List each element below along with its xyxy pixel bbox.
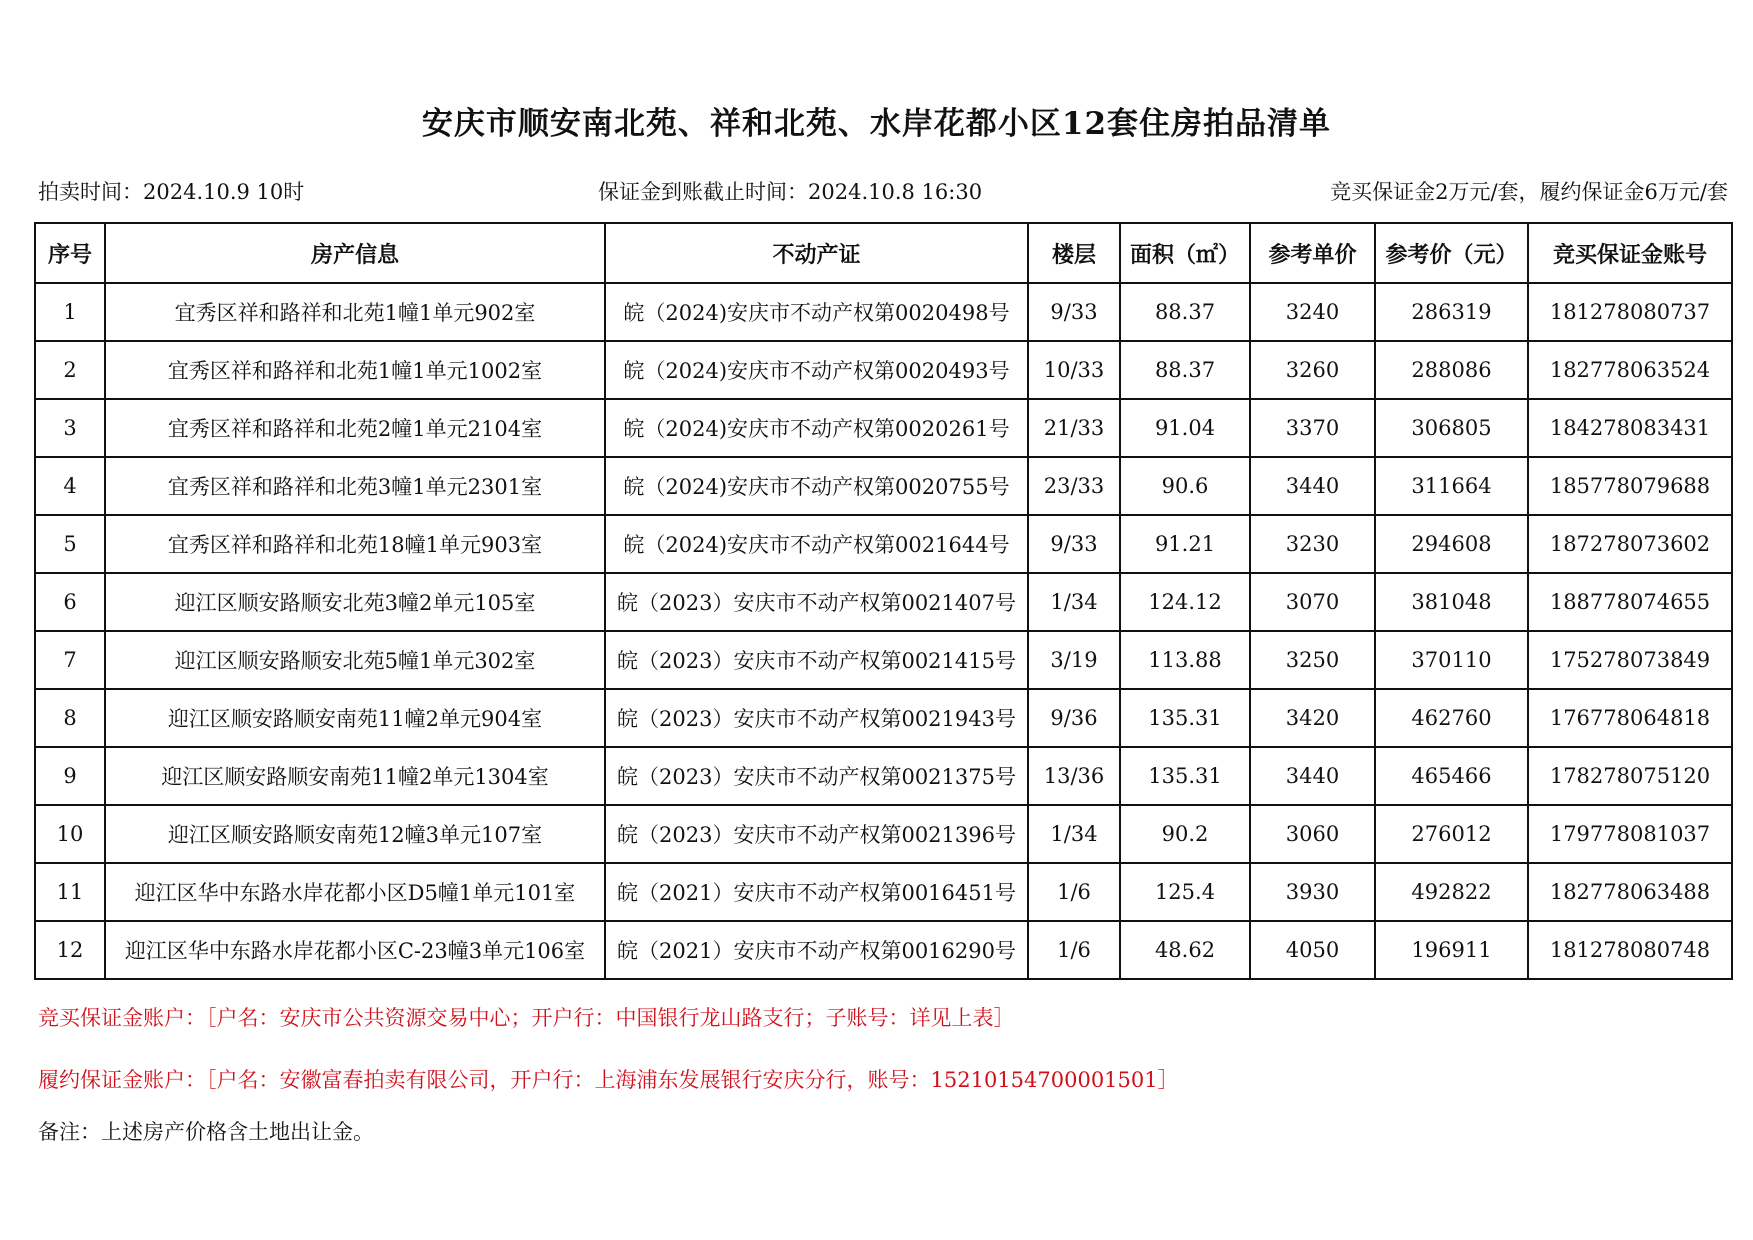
deposit-amount: 竞买保证金2万元/套，履约保证金6万元/套 [1330,180,1728,204]
cell-deposit-account: 178278075120 [1528,747,1732,805]
cell-property-info: 迎江区华中东路水岸花都小区C-23幢3单元106室 [105,921,605,979]
cell-floor: 1/6 [1028,921,1120,979]
table-row [35,457,1732,515]
cell-reference-price: 288086 [1375,341,1528,399]
cell-reference-price: 311664 [1375,457,1528,515]
table-row [35,631,1732,689]
cell-unit-price: 3420 [1250,689,1375,747]
header-property-info: 房产信息 [105,223,605,283]
cell-property-info: 宜秀区祥和路祥和北苑1幢1单元902室 [105,283,605,341]
cell-property-info: 迎江区顺安路顺安北苑3幢2单元105室 [105,573,605,631]
cell-index: 5 [35,515,105,573]
table-row [35,747,1732,805]
header-index: 序号 [35,223,105,283]
cell-property-info: 宜秀区祥和路祥和北苑1幢1单元1002室 [105,341,605,399]
cell-index: 1 [35,283,105,341]
cell-certificate: 皖（2024)安庆市不动产权第0020493号 [605,341,1028,399]
cell-floor: 9/36 [1028,689,1120,747]
property-list-table [34,222,1733,980]
cell-unit-price: 3250 [1250,631,1375,689]
header-unit-price: 参考单价 [1250,223,1375,283]
cell-certificate: 皖（2023）安庆市不动产权第0021943号 [605,689,1028,747]
cell-unit-price: 3230 [1250,515,1375,573]
cell-area: 88.37 [1120,283,1250,341]
cell-area: 48.62 [1120,921,1250,979]
auction-info-row [38,176,1728,208]
cell-certificate: 皖（2024)安庆市不动产权第0020498号 [605,283,1028,341]
deposit-deadline: 保证金到账截止时间：2024.10.8 16:30 [598,180,983,204]
cell-area: 90.6 [1120,457,1250,515]
remark-note: 备注：上述房产价格含土地出让金。 [38,1120,374,1144]
cell-property-info: 宜秀区祥和路祥和北苑2幢1单元2104室 [105,399,605,457]
cell-floor: 1/34 [1028,573,1120,631]
cell-unit-price: 4050 [1250,921,1375,979]
cell-certificate: 皖（2023）安庆市不动产权第0021396号 [605,805,1028,863]
cell-deposit-account: 179778081037 [1528,805,1732,863]
cell-certificate: 皖（2024)安庆市不动产权第0020755号 [605,457,1028,515]
cell-unit-price: 3440 [1250,457,1375,515]
cell-floor: 10/33 [1028,341,1120,399]
table-row [35,863,1732,921]
table-row [35,341,1732,399]
cell-property-info: 宜秀区祥和路祥和北苑18幢1单元903室 [105,515,605,573]
cell-index: 12 [35,921,105,979]
cell-reference-price: 381048 [1375,573,1528,631]
cell-deposit-account: 187278073602 [1528,515,1732,573]
cell-floor: 1/34 [1028,805,1120,863]
cell-area: 135.31 [1120,689,1250,747]
cell-certificate: 皖（2023）安庆市不动产权第0021375号 [605,747,1028,805]
table-row [35,689,1732,747]
cell-floor: 23/33 [1028,457,1120,515]
table-row [35,921,1732,979]
cell-reference-price: 370110 [1375,631,1528,689]
cell-unit-price: 3240 [1250,283,1375,341]
cell-property-info: 迎江区顺安路顺安南苑11幢2单元904室 [105,689,605,747]
cell-floor: 9/33 [1028,515,1120,573]
table-row [35,515,1732,573]
table-row [35,805,1732,863]
cell-unit-price: 3370 [1250,399,1375,457]
cell-area: 113.88 [1120,631,1250,689]
cell-deposit-account: 188778074655 [1528,573,1732,631]
cell-certificate: 皖（2021）安庆市不动产权第0016451号 [605,863,1028,921]
cell-deposit-account: 184278083431 [1528,399,1732,457]
cell-certificate: 皖（2024)安庆市不动产权第0020261号 [605,399,1028,457]
cell-certificate: 皖（2023）安庆市不动产权第0021407号 [605,573,1028,631]
cell-index: 9 [35,747,105,805]
cell-unit-price: 3260 [1250,341,1375,399]
cell-area: 125.4 [1120,863,1250,921]
header-floor: 楼层 [1028,223,1120,283]
cell-unit-price: 3930 [1250,863,1375,921]
cell-index: 11 [35,863,105,921]
cell-deposit-account: 175278073849 [1528,631,1732,689]
cell-property-info: 迎江区顺安路顺安南苑12幢3单元107室 [105,805,605,863]
cell-floor: 9/33 [1028,283,1120,341]
cell-unit-price: 3070 [1250,573,1375,631]
cell-floor: 3/19 [1028,631,1120,689]
cell-area: 90.2 [1120,805,1250,863]
cell-property-info: 宜秀区祥和路祥和北苑3幢1单元2301室 [105,457,605,515]
cell-deposit-account: 185778079688 [1528,457,1732,515]
cell-deposit-account: 181278080737 [1528,283,1732,341]
cell-unit-price: 3440 [1250,747,1375,805]
header-certificate: 不动产证 [605,223,1028,283]
cell-index: 10 [35,805,105,863]
cell-area: 91.21 [1120,515,1250,573]
table-row [35,573,1732,631]
cell-area: 91.04 [1120,399,1250,457]
cell-area: 135.31 [1120,747,1250,805]
cell-index: 6 [35,573,105,631]
cell-reference-price: 294608 [1375,515,1528,573]
cell-reference-price: 286319 [1375,283,1528,341]
cell-certificate: 皖（2024)安庆市不动产权第0021644号 [605,515,1028,573]
header-area: 面积（㎡） [1120,223,1250,283]
table-body [35,283,1732,979]
document-title: 安庆市顺安南北苑、祥和北苑、水岸花都小区12套住房拍品清单 [421,106,1332,142]
cell-index: 2 [35,341,105,399]
cell-deposit-account: 182778063488 [1528,863,1732,921]
cell-deposit-account: 176778064818 [1528,689,1732,747]
cell-reference-price: 492822 [1375,863,1528,921]
cell-index: 8 [35,689,105,747]
cell-floor: 1/6 [1028,863,1120,921]
cell-certificate: 皖（2023）安庆市不动产权第0021415号 [605,631,1028,689]
cell-floor: 13/36 [1028,747,1120,805]
cell-deposit-account: 181278080748 [1528,921,1732,979]
cell-property-info: 迎江区顺安路顺安北苑5幢1单元302室 [105,631,605,689]
cell-reference-price: 276012 [1375,805,1528,863]
cell-unit-price: 3060 [1250,805,1375,863]
cell-reference-price: 306805 [1375,399,1528,457]
cell-reference-price: 462760 [1375,689,1528,747]
table-header-row [35,223,1732,283]
cell-certificate: 皖（2021）安庆市不动产权第0016290号 [605,921,1028,979]
cell-reference-price: 196911 [1375,921,1528,979]
cell-index: 7 [35,631,105,689]
cell-property-info: 迎江区顺安路顺安南苑11幢2单元1304室 [105,747,605,805]
cell-reference-price: 465466 [1375,747,1528,805]
header-deposit-account: 竞买保证金账号 [1528,223,1732,283]
header-reference-price: 参考价（元） [1375,223,1528,283]
cell-property-info: 迎江区华中东路水岸花都小区D5幢1单元101室 [105,863,605,921]
cell-area: 88.37 [1120,341,1250,399]
cell-deposit-account: 182778063524 [1528,341,1732,399]
cell-floor: 21/33 [1028,399,1120,457]
performance-deposit-account-note: 履约保证金账户：［户名：安徽富春拍卖有限公司，开户行：上海浦东发展银行安庆分行，账号：15210154700001501］ [38,1068,1179,1092]
cell-area: 124.12 [1120,573,1250,631]
table-row [35,283,1732,341]
auction-time: 拍卖时间：2024.10.9 10时 [38,180,305,204]
table-row [35,399,1732,457]
cell-index: 4 [35,457,105,515]
bid-deposit-account-note: 竞买保证金账户：［户名：安庆市公共资源交易中心；开户行：中国银行龙山路支行；子账号：详见上表］ [38,1006,1015,1030]
cell-index: 3 [35,399,105,457]
